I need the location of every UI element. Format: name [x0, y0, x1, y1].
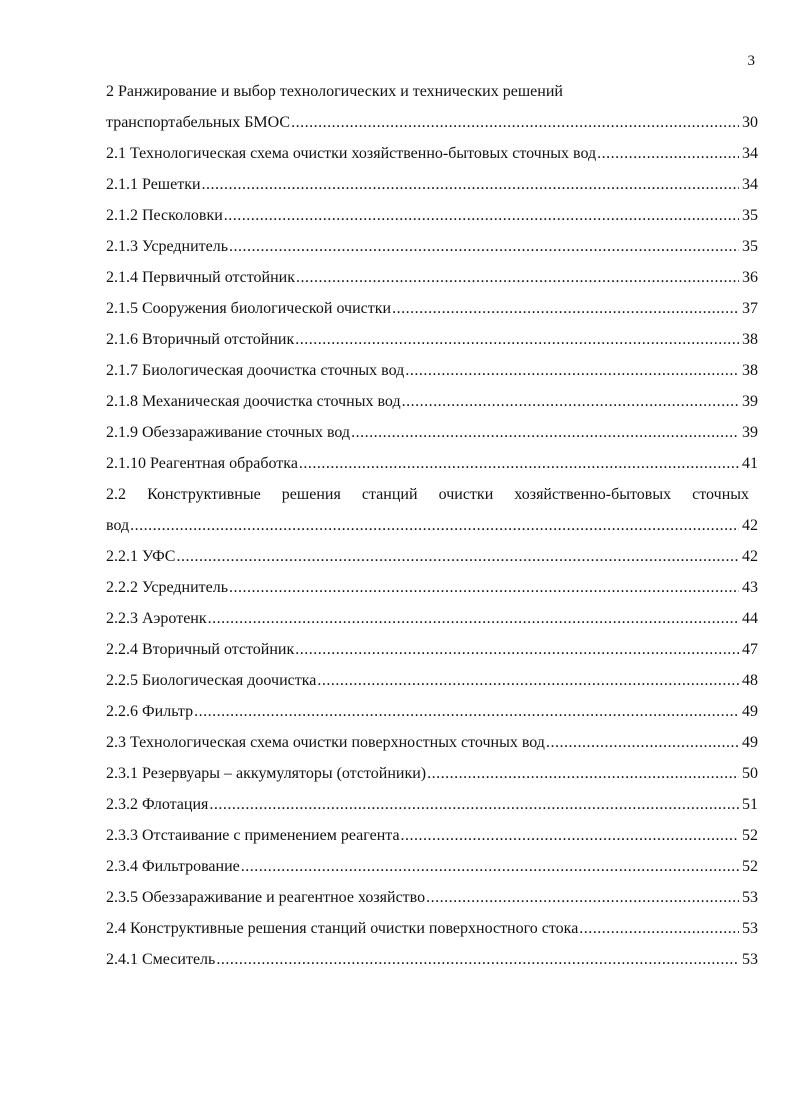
toc-leader-dots	[402, 386, 739, 417]
toc-entry	[106, 324, 758, 355]
toc-entry	[106, 882, 758, 913]
toc-entry-page: 41	[742, 455, 758, 472]
toc-entry	[106, 851, 758, 882]
toc-entry-text: 2.1.2 Песколовки	[106, 207, 223, 224]
toc-leader-dots	[392, 293, 739, 324]
toc-leader-dots	[401, 820, 739, 851]
toc-entry-page: 39	[742, 424, 758, 441]
toc-entry	[106, 293, 758, 324]
toc-entry	[106, 727, 758, 758]
toc-entry-text: 2.2.6 Фильтр	[106, 703, 194, 720]
toc-leader-dots	[296, 262, 739, 293]
toc-entry-page: 43	[742, 579, 758, 596]
toc-entry-text: вод	[106, 517, 130, 534]
toc-entry-page: 36	[742, 269, 758, 286]
toc-entry	[106, 386, 758, 417]
toc-leader-dots	[229, 572, 739, 603]
toc-entry-text: 2.2.5 Биологическая доочистка	[106, 672, 317, 689]
toc-entry-text: 2.4.1 Смеситель	[106, 951, 216, 968]
toc-entry	[106, 417, 758, 448]
toc-entry-page: 35	[742, 238, 758, 255]
toc-leader-dots	[295, 324, 739, 355]
toc-entry	[106, 758, 758, 789]
toc-entry-page: 50	[742, 765, 758, 782]
toc-leader-dots	[208, 603, 739, 634]
toc-entry-page: 53	[742, 920, 758, 937]
toc-entry-page: 37	[742, 300, 758, 317]
toc-entry	[106, 696, 758, 727]
toc-entry-text: 2.1.5 Сооружения биологической очистки	[106, 300, 392, 317]
toc-entry	[106, 479, 749, 510]
toc-leader-dots	[130, 510, 739, 541]
toc-entry-text: 2.3.4 Фильтрование	[106, 858, 240, 875]
toc-leader-dots	[291, 107, 739, 138]
toc-entry-page: 38	[742, 362, 758, 379]
toc-leader-dots	[202, 169, 739, 200]
toc-entry-text: 2.3.2 Флотация	[106, 796, 209, 813]
toc-leader-dots	[295, 634, 739, 665]
toc-entry-text: 2.1.4 Первичный отстойник	[106, 269, 296, 286]
toc-entry-text: 2.2.1 УФС	[106, 548, 176, 565]
toc-entry-text: 2.2 Конструктивные решения станций очистки хозяйственно-бытовых сточных	[106, 486, 749, 503]
toc-leader-dots	[229, 231, 739, 262]
toc-entry	[106, 944, 758, 975]
toc-entry-text: транспортабельных БМОС	[106, 114, 291, 131]
toc-entry	[106, 820, 758, 851]
toc-entry	[106, 200, 758, 231]
toc-leader-dots	[216, 944, 739, 975]
toc-entry-text: 2.1 Технологическая схема очистки хозяйственно-бытовых сточных вод	[106, 145, 597, 162]
toc-leader-dots	[597, 138, 739, 169]
toc-entry	[106, 572, 758, 603]
toc-entry	[106, 541, 758, 572]
toc-leader-dots	[579, 913, 739, 944]
toc-entry-page: 53	[742, 951, 758, 968]
toc-leader-dots	[194, 696, 739, 727]
toc-entry	[106, 355, 758, 386]
toc-entry-text: 2.3.3 Отстаивание с применением реагента	[106, 827, 400, 844]
toc-entry-text: 2.1.7 Биологическая доочистка сточных вод	[106, 362, 405, 379]
toc-entry	[106, 262, 758, 293]
toc-entry-page: 44	[742, 610, 758, 627]
toc-entry-page: 34	[742, 176, 758, 193]
toc-entry-text: 2.3.1 Резервуары – аккумуляторы (отстойники)	[106, 765, 427, 782]
toc-entry-page: 47	[742, 641, 758, 658]
toc-entry-text: 2.1.10 Реагентная обработка	[106, 455, 298, 472]
toc-entry-page: 52	[742, 827, 758, 844]
toc-entry-page: 42	[742, 548, 758, 565]
toc-entry	[106, 231, 758, 262]
toc-entry	[106, 448, 758, 479]
toc-entry-text: 2.1.3 Усреднитель	[106, 238, 229, 255]
toc-leader-dots	[405, 355, 739, 386]
toc-entry-page: 52	[742, 858, 758, 875]
toc-entry-page: 30	[742, 114, 758, 131]
toc-entry	[106, 138, 758, 169]
toc-entry-page: 39	[742, 393, 758, 410]
toc-leader-dots	[317, 665, 739, 696]
toc-entry-page: 48	[742, 672, 758, 689]
toc-entry-text: 2 Ранжирование и выбор технологических и технических решений	[106, 83, 563, 100]
toc-entry-text: 2.1.9 Обеззараживание сточных вод	[106, 424, 351, 441]
toc-entry-page: 49	[742, 703, 758, 720]
toc-entry-page: 42	[742, 517, 758, 534]
toc-entry-text: 2.1.6 Вторичный отстойник	[106, 331, 295, 348]
toc-leader-dots	[426, 882, 739, 913]
toc-entry-text: 2.1.1 Решетки	[106, 176, 201, 193]
toc-entry-text: 2.2.3 Аэротенк	[106, 610, 207, 627]
toc-entry	[106, 76, 758, 107]
toc-leader-dots	[546, 727, 739, 758]
toc-entry-text: 2.3 Технологическая схема очистки поверхностных сточных вод	[106, 734, 545, 751]
toc-entry-text: 2.3.5 Обеззараживание и реагентное хозяйство	[106, 889, 426, 906]
toc-entry	[106, 913, 758, 944]
toc-leader-dots	[351, 417, 739, 448]
toc-entry-page: 38	[742, 331, 758, 348]
toc-entry	[106, 634, 758, 665]
toc-entry	[106, 603, 758, 634]
toc-entry-page: 51	[742, 796, 758, 813]
toc-entry-page: 35	[742, 207, 758, 224]
toc-leader-dots	[209, 789, 739, 820]
toc-entry-text: 2.2.4 Вторичный отстойник	[106, 641, 295, 658]
toc-leader-dots	[427, 758, 739, 789]
page-number: 3	[747, 53, 755, 69]
toc-entry	[106, 789, 758, 820]
toc-entry-text: 2.2.2 Усреднитель	[106, 579, 229, 596]
toc-entry-page: 49	[742, 734, 758, 751]
toc-leader-dots	[224, 200, 739, 231]
toc-entry-page: 34	[742, 145, 758, 162]
toc-leader-dots	[176, 541, 739, 572]
toc-entry	[106, 510, 758, 541]
toc-entry	[106, 107, 758, 138]
toc-leader-dots	[299, 448, 739, 479]
toc-entry-text: 2.4 Конструктивные решения станций очистки поверхностного стока	[106, 920, 579, 937]
toc-entry-page: 53	[742, 889, 758, 906]
toc-entry-text: 2.1.8 Механическая доочистка сточных вод	[106, 393, 401, 410]
toc-entry	[106, 169, 758, 200]
toc-entry	[106, 665, 758, 696]
toc-leader-dots	[241, 851, 739, 882]
